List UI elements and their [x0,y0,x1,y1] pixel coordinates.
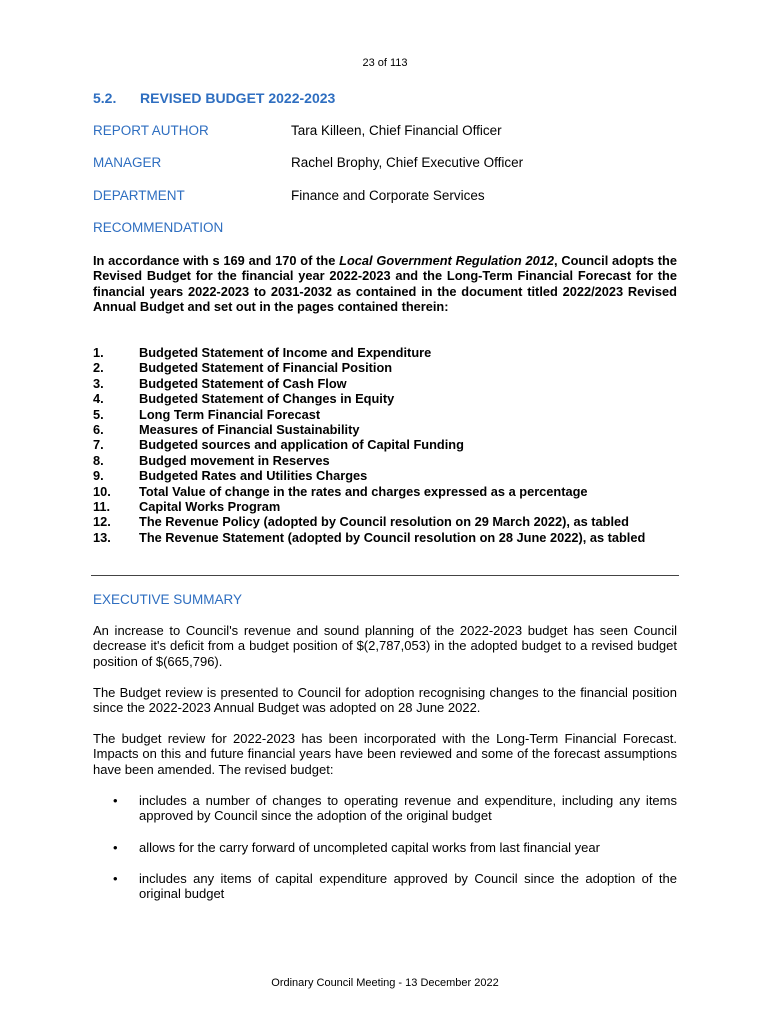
meta-label: REPORT AUTHOR [93,123,209,138]
item-number: 11. [93,499,111,515]
recommendation-text [93,253,677,315]
legislation-title: Local Government Regulation 2012 [339,253,554,268]
item-text: Total Value of change in the rates and charges expressed as a percentage [139,483,588,499]
item-text: The Revenue Statement (adopted by Council resolution on 28 June 2022), as tabled [139,529,646,545]
item-number: 2. [93,360,104,376]
item-number: 13. [93,529,111,545]
recommendation-list [93,345,677,545]
item-number: 8. [93,452,104,468]
bullet-text: includes any items of capital expenditure approved by Council since the adoption of the original budget [139,870,677,902]
summary-paragraph: An increase to Council's revenue and sound planning of the 2022-2023 budget has seen Council decrease it's deficit from a budget position of $(2,787,053) in the adopted budget to a revised budget position of $(665,796). [93,623,677,669]
meta-value: Rachel Brophy, Chief Executive Officer [291,155,524,170]
item-number: 6. [93,422,104,438]
revised-budget-bullets [93,793,677,917]
list-item [93,468,677,483]
list-item [93,407,677,422]
item-text: Budgeted Rates and Utilities Charges [139,468,368,484]
item-number: 10. [93,483,111,499]
list-item [93,453,677,468]
item-text: Budgeted sources and application of Capital Funding [139,437,464,453]
item-number: 12. [93,514,111,530]
bullet-item [93,793,677,824]
list-item [93,499,677,514]
meta-value: Finance and Corporate Services [291,188,485,203]
list-item [93,345,677,360]
recommendation-text-start: In accordance with s 169 and 170 of the [93,253,340,268]
executive-summary-heading: EXECUTIVE SUMMARY [93,592,243,607]
section-heading [93,90,335,106]
list-item [93,391,677,406]
bullet-text: includes a number of changes to operating revenue and expenditure, including any items approved by Council since the adoption of the original budget [139,793,677,824]
item-text: Budged movement in Reserves [139,452,330,468]
item-text: Long Term Financial Forecast [139,406,321,422]
meta-value: Tara Killeen, Chief Financial Officer [291,123,502,138]
item-number: 7. [93,437,104,453]
page-number: 23 of 113 [362,57,408,69]
bullet-item [93,840,677,855]
list-item [93,530,677,545]
item-text: Budgeted Statement of Income and Expenditure [139,345,432,360]
item-text: The Revenue Policy (adopted by Council resolution on 29 March 2022), as tabled [139,514,629,530]
item-text: Budgeted Statement of Changes in Equity [139,391,395,407]
page-footer: Ordinary Council Meeting - 13 December 2022 [271,977,499,989]
section-title: REVISED BUDGET 2022-2023 [140,90,336,106]
summary-paragraph: The Budget review is presented to Council for adoption recognising changes to the financial position since the 2022-2023 Annual Budget was adopted on 28 June 2022. [93,685,677,716]
section-divider [91,575,679,576]
meta-label: MANAGER [93,155,162,170]
list-item [93,376,677,391]
item-number: 3. [93,375,104,391]
bullet-text: allows for the carry forward of uncompleted capital works from last financial year [139,839,600,855]
meta-label: DEPARTMENT [93,188,185,203]
recommendation-heading: RECOMMENDATION [93,220,224,235]
section-number: 5.2. [93,90,117,106]
item-text: Budgeted Statement of Financial Position [139,360,393,376]
item-number: 1. [93,345,104,360]
bullet-icon: • [113,870,118,886]
recommendation-text-end: , Council adopts the Revised Budget for the financial year 2022-2023 and the Long-Term Financial Forecast for the financial years 2022-2023 to 2031-2032 as contained in the document titled 2022/2023 Revised Annual Budget and set out in the pages contained therein: [93,253,677,315]
list-item [93,437,677,452]
list-item [93,484,677,499]
list-item [93,360,677,375]
list-item [93,514,677,529]
item-number: 4. [93,391,104,407]
list-item [93,422,677,437]
item-number: 9. [93,468,104,484]
item-number: 5. [93,406,104,422]
summary-paragraph: The budget review for 2022-2023 has been incorporated with the Long-Term Financial Forecast. Impacts on this and future financial years have been reviewed and some of the forecast assumptions have been amended. The revised budget: [93,731,677,777]
bullet-icon: • [113,839,118,855]
item-text: Capital Works Program [139,499,281,515]
item-text: Budgeted Statement of Cash Flow [139,375,347,391]
bullet-icon: • [113,793,118,808]
item-text: Measures of Financial Sustainability [139,422,360,438]
bullet-item [93,871,677,902]
